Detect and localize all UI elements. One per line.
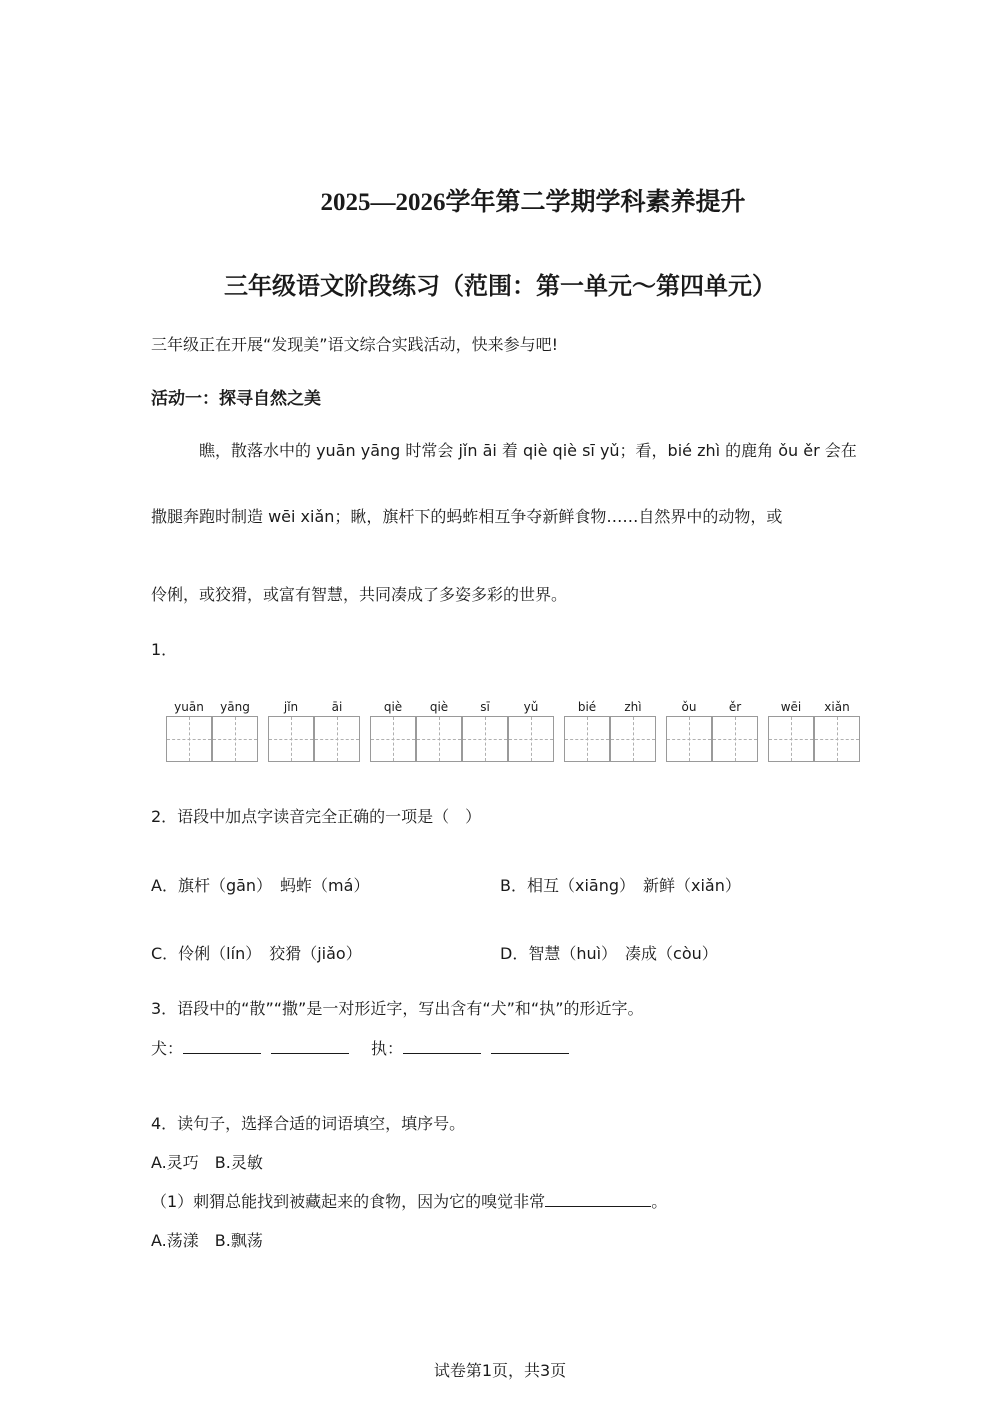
sentence-1-end: 。 xyxy=(651,1192,668,1211)
pinyin-label: jǐn xyxy=(283,700,299,714)
page-footer: 试卷第1页，共3页 xyxy=(433,1361,567,1380)
character-box[interactable] xyxy=(416,716,462,762)
q4-options-1: A.灵巧 B.灵敏 xyxy=(151,1153,263,1172)
character-box[interactable] xyxy=(314,716,360,762)
character-box[interactable] xyxy=(768,716,814,762)
answer-blank-4[interactable] xyxy=(491,1039,569,1054)
option-c[interactable]: C．伶俐（lín） 狡猾（jiǎo） xyxy=(151,944,362,963)
activity1-heading: 活动一：探寻自然之美 xyxy=(151,389,321,409)
character-box[interactable] xyxy=(462,716,508,762)
quan-label: 犬： xyxy=(151,1039,184,1058)
sentence-1-text: （1）刺猬总能找到被藏起来的食物，因为它的嗅觉非常 xyxy=(151,1192,546,1211)
pinyin-label: yǔ xyxy=(523,700,539,714)
exam-title-line1: 2025—2026学年第二学期学科素养提升 xyxy=(320,189,746,216)
pinyin-label: wēi xyxy=(780,700,802,714)
pinyin-label: sī xyxy=(480,700,490,714)
pinyin-label: ěr xyxy=(728,700,742,714)
character-box[interactable] xyxy=(268,716,314,762)
character-box[interactable] xyxy=(610,716,656,762)
q4-sentence-1 xyxy=(151,1189,667,1212)
q4-options-2: A.荡漾 B.飘荡 xyxy=(151,1231,263,1250)
character-box[interactable] xyxy=(508,716,554,762)
answer-blank-1[interactable] xyxy=(183,1039,261,1054)
pinyin-label: āi xyxy=(331,700,343,714)
question-4-stem: 4．读句子，选择合适的词语填空，填序号。 xyxy=(151,1114,466,1133)
option-b[interactable]: B．相互（xiāng） 新鲜（xiǎn） xyxy=(500,876,741,895)
question-3-stem: 3．语段中的“散”“撒”是一对形近字，写出含有“犬”和“执”的形近字。 xyxy=(151,999,644,1018)
zhi-label: 执： xyxy=(371,1039,404,1058)
intro-text: 三年级正在开展“发现美”语文综合实践活动，快来参与吧! xyxy=(151,335,558,354)
character-box[interactable] xyxy=(666,716,712,762)
paragraph-line-3: 伶俐，或狡猾，或富有智慧，共同凑成了多姿多彩的世界。 xyxy=(151,585,568,604)
answer-blank-2[interactable] xyxy=(271,1039,349,1054)
character-box[interactable] xyxy=(712,716,758,762)
pinyin-label: yuān xyxy=(174,700,204,714)
pinyin-label: qiè xyxy=(429,700,449,714)
question-1-number: 1． xyxy=(151,640,178,659)
paragraph-line-2: 撒腿奔跑时制造 wēi xiǎn；瞅，旗杆下的蚂蚱相互争夺新鲜食物……自然界中的动物，或 xyxy=(151,507,783,526)
question-2-stem: 2．语段中加点字读音完全正确的一项是（ ） xyxy=(151,807,482,826)
sentence-1-blank[interactable] xyxy=(545,1192,651,1207)
pinyin-label: ǒu xyxy=(681,700,697,714)
character-box[interactable] xyxy=(370,716,416,762)
question-3-answers xyxy=(151,1036,569,1059)
character-box[interactable] xyxy=(814,716,860,762)
paragraph-line-1: 瞧，散落水中的 yuān yāng 时常会 jǐn āi 着 qiè qiè sī yǔ；看，bié zhì 的鹿角 ǒu ěr 会在 xyxy=(199,441,857,460)
answer-blank-3[interactable] xyxy=(403,1039,481,1054)
exam-title-line2: 三年级语文阶段练习（范围：第一单元～第四单元） xyxy=(224,272,776,300)
option-a[interactable]: A．旗杆（gān） 蚂蚱（má） xyxy=(151,876,370,895)
character-box[interactable] xyxy=(166,716,212,762)
character-box[interactable] xyxy=(212,716,258,762)
pinyin-label: zhì xyxy=(624,700,642,714)
pinyin-label: qiè xyxy=(383,700,403,714)
pinyin-label: bié xyxy=(577,700,597,714)
character-box[interactable] xyxy=(564,716,610,762)
pinyin-label: yāng xyxy=(220,700,250,714)
option-d[interactable]: D．智慧（huì） 凑成（còu） xyxy=(500,944,718,963)
pinyin-label: xiǎn xyxy=(824,700,850,714)
